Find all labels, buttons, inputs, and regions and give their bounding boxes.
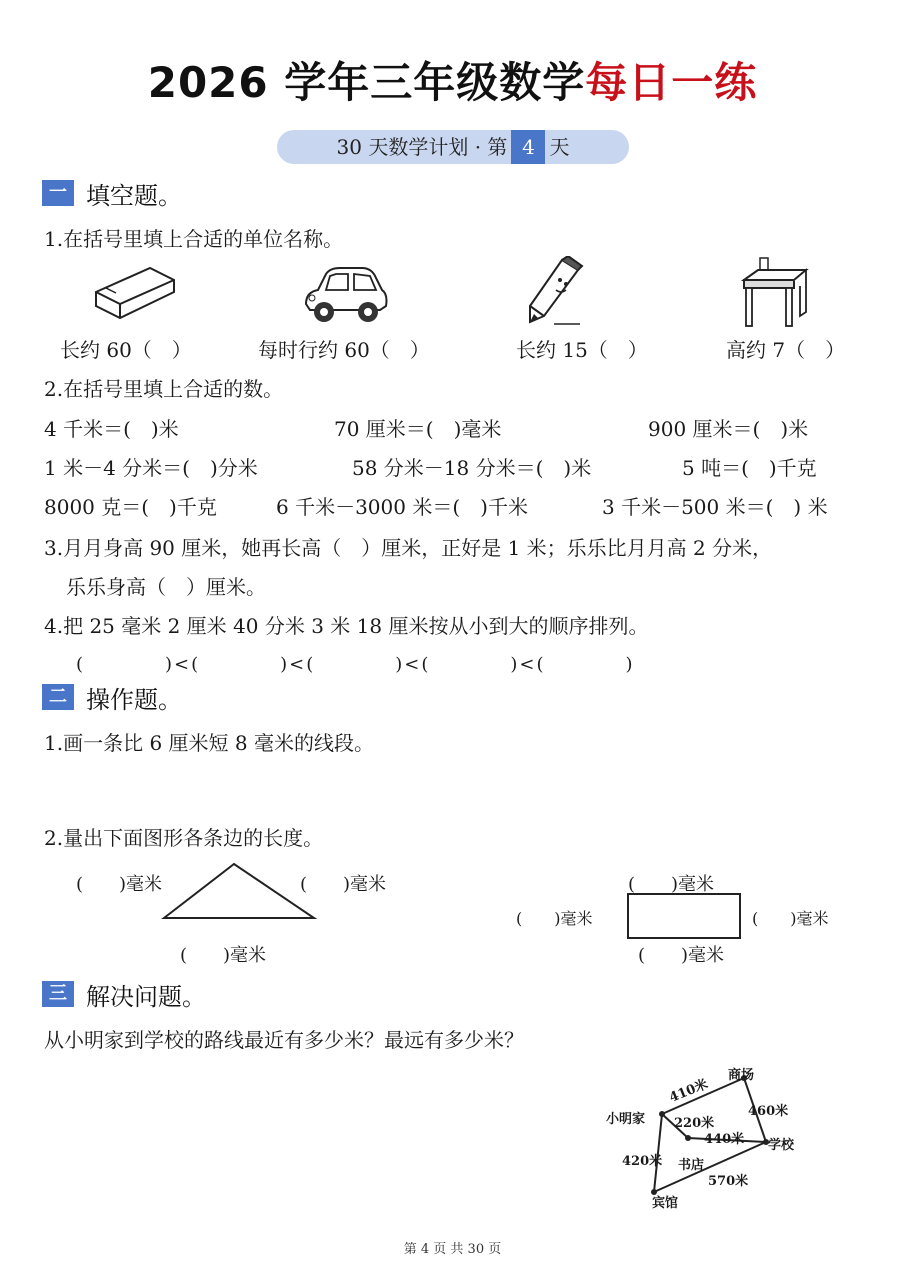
q3-line1: 3.月月身高 90 厘米，她再长高（ ）厘米，正好是 1 米；乐乐比月月高 2 分米， (44, 536, 773, 560)
s2-q1: 1.画一条比 6 厘米短 8 毫米的线段。 (44, 731, 374, 755)
q1-item-pencil: 长约 15（ ） (516, 338, 648, 362)
section-1-icon: 一 (42, 180, 74, 206)
q1-prompt: 1.在括号里填上合适的单位名称。 (44, 227, 344, 251)
map-home: 小明家 (606, 1112, 646, 1127)
map-mall: 商场 (728, 1068, 755, 1083)
route-map (598, 1064, 808, 1212)
q2-prompt: 2.在括号里填上合适的数。 (44, 377, 284, 401)
plan-prefix: 30 天数学计划 · 第 (336, 135, 508, 159)
car-icon (300, 264, 390, 328)
q2-cell: 3 千米－500 米＝( ) 米 (602, 495, 828, 519)
triangle-shape (160, 860, 318, 922)
title-main: 2026 学年三年级数学 (147, 58, 586, 107)
section-2-icon: 二 (42, 684, 74, 710)
q4-prompt: 4.把 25 毫米 2 厘米 40 分米 3 米 18 厘米按从小到大的顺序排列。 (44, 614, 649, 638)
rect-bottom-label: ( )毫米 (638, 945, 725, 966)
q1-item-car: 每时行约 60（ ） (258, 338, 430, 362)
rect-left-label: ( )毫米 (516, 909, 593, 928)
triangle-left-label: ( )毫米 (76, 874, 163, 895)
plan-badge (277, 130, 629, 164)
section-3-icon: 三 (42, 981, 74, 1007)
section-2-title: 操作题。 (86, 686, 182, 714)
triangle-right-label: ( )毫米 (300, 874, 387, 895)
q1-item-eraser: 长约 60（ ） (60, 338, 192, 362)
q2-cell: 900 厘米＝( )米 (648, 417, 809, 441)
map-d-home-book: 220米 (674, 1116, 715, 1131)
map-hotel: 宾馆 (652, 1196, 679, 1211)
rect-right-label: ( )毫米 (752, 909, 829, 928)
title-highlight: 每日一练 (585, 58, 758, 107)
map-school: 学校 (768, 1138, 795, 1153)
s3-question: 从小明家到学校的路线最近有多少米？最远有多少米？ (44, 1028, 524, 1052)
q1-item-desk: 高约 7（ ） (726, 338, 846, 362)
plan-suffix: 天 (549, 135, 570, 159)
rectangle-shape (627, 893, 741, 939)
desk-icon (740, 256, 810, 330)
section-1-title: 填空题。 (86, 182, 182, 210)
map-bookstore: 书店 (678, 1158, 705, 1173)
section-3-title: 解决问题。 (86, 983, 206, 1011)
plan-day-number: 4 (511, 130, 545, 164)
triangle-bottom-label: ( )毫米 (180, 945, 267, 966)
q3-line2: 乐乐身高（ ）厘米。 (66, 575, 266, 599)
map-d-hotel-school: 570米 (708, 1174, 749, 1189)
page-footer: 第 4 页 共 30 页 (403, 1242, 502, 1257)
eraser-icon (92, 262, 178, 322)
q2-cell: 6 千米－3000 米＝( )千米 (276, 495, 528, 519)
s2-q2: 2.量出下面图形各条边的长度。 (44, 826, 324, 850)
map-d-home-hotel: 420米 (622, 1154, 663, 1169)
q2-cell: 8000 克＝( )千克 (44, 495, 217, 519)
q2-cell: 4 千米＝( )米 (44, 417, 179, 441)
q4-order-blanks: ( )<( )<( )<( )<( ) (76, 654, 635, 675)
map-d-mall-school: 460米 (748, 1104, 789, 1119)
q2-cell: 1 米－4 分米＝( )分米 (44, 456, 258, 480)
map-d-book-school: 440米 (704, 1132, 745, 1147)
map-d-home-mall: 410米 (667, 1076, 711, 1106)
page-title (0, 50, 905, 110)
q2-cell: 58 分米－18 分米＝( )米 (352, 456, 592, 480)
q2-cell: 5 吨＝( )千克 (682, 456, 817, 480)
q2-cell: 70 厘米＝( )毫米 (334, 417, 502, 441)
rect-top-label: ( )毫米 (628, 874, 715, 895)
pencil-icon (524, 256, 584, 326)
